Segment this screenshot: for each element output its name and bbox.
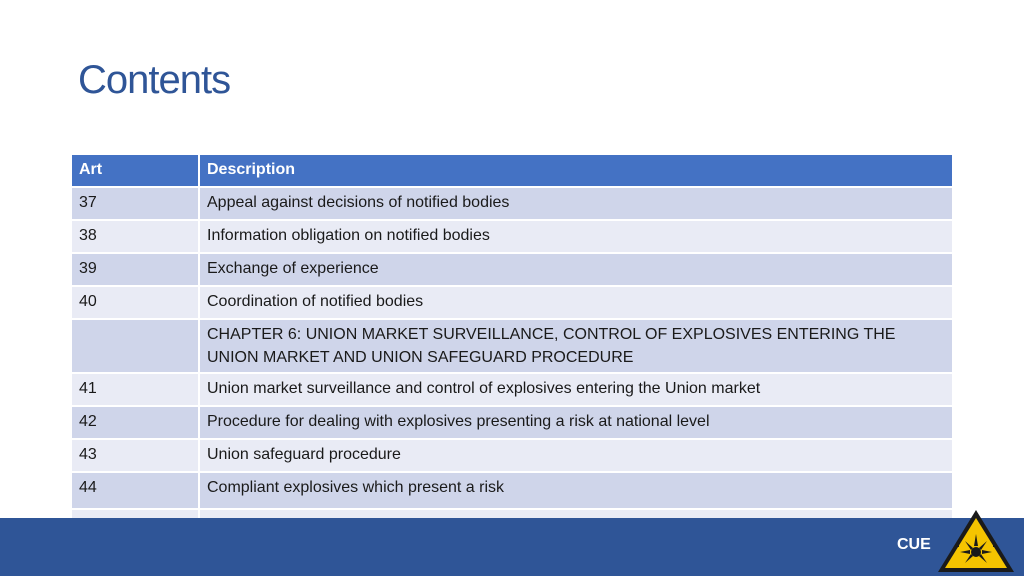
art-cell: 41 xyxy=(71,373,199,406)
description-cell: Coordination of notified bodies xyxy=(199,286,953,319)
art-cell: 40 xyxy=(71,286,199,319)
description-cell: CHAPTER 6: UNION MARKET SURVEILLANCE, CONTROL OF EXPLOSIVES ENTERING THE UNION MARKET AND UNION SAFEGUARD PROCEDURE xyxy=(199,319,953,373)
description-cell: Appeal against decisions of notified bodies xyxy=(199,187,953,220)
column-header-description: Description xyxy=(199,154,953,187)
art-cell xyxy=(71,319,199,373)
description-cell: Exchange of experience xyxy=(199,253,953,286)
table-row xyxy=(71,187,953,220)
table-row xyxy=(71,472,953,509)
table-row xyxy=(71,286,953,319)
table-row xyxy=(71,373,953,406)
table-row-chapter-heading xyxy=(71,319,953,373)
contents-table xyxy=(70,153,954,546)
page-title: Contents xyxy=(78,58,231,102)
table-row xyxy=(71,406,953,439)
art-cell: 43 xyxy=(71,439,199,472)
art-cell: 42 xyxy=(71,406,199,439)
art-cell: 37 xyxy=(71,187,199,220)
table-row xyxy=(71,439,953,472)
footer-bar xyxy=(0,518,1024,576)
table-header-row xyxy=(71,154,953,187)
table-row xyxy=(71,220,953,253)
art-cell: 44 xyxy=(71,472,199,509)
art-cell: 38 xyxy=(71,220,199,253)
description-cell: Union market surveillance and control of explosives entering the Union market xyxy=(199,373,953,406)
art-cell: 39 xyxy=(71,253,199,286)
footer-label: CUE xyxy=(897,536,931,553)
description-cell: Procedure for dealing with explosives presenting a risk at national level xyxy=(199,406,953,439)
description-cell: Information obligation on notified bodies xyxy=(199,220,953,253)
description-cell: Union safeguard procedure xyxy=(199,439,953,472)
table-row xyxy=(71,253,953,286)
description-cell: Compliant explosives which present a risk xyxy=(199,472,953,509)
column-header-art: Art xyxy=(71,154,199,187)
explosive-warning-icon xyxy=(936,508,1016,574)
